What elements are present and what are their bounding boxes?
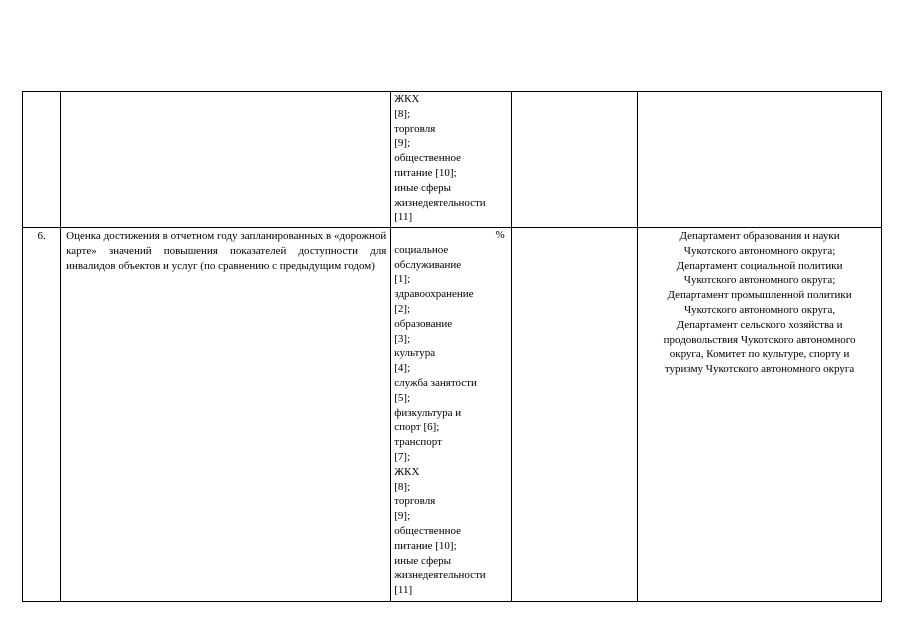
responsible-line: Чукотского автономного округа,: [683, 303, 836, 316]
indicator-line: общественное: [394, 524, 461, 537]
row-number-cell: [23, 92, 61, 228]
indicator-line: иные сферы: [394, 554, 451, 567]
indicator-line: [9];: [394, 137, 411, 150]
responsible-line: Чукотского автономного округа;: [683, 274, 836, 287]
indicator-line: служба занятости: [394, 376, 477, 389]
responsible-line: Департамент промышленной политики: [667, 289, 852, 302]
value-cell: [511, 92, 637, 228]
responsible-line: Департамент социальной политики: [676, 259, 843, 272]
indicator-cell: [391, 228, 511, 602]
indicator-line: торговля: [394, 495, 436, 508]
indicator-cell: [391, 92, 511, 228]
indicator-line: образование: [394, 317, 453, 330]
indicator-line: [7];: [394, 450, 411, 463]
document-table: [22, 91, 882, 602]
indicator-line: [8];: [394, 480, 411, 493]
indicator-line: торговля: [394, 122, 436, 135]
responsible-line: туризму Чукотского автономного округа: [664, 363, 855, 376]
indicator-line: [11]: [394, 211, 413, 224]
indicator-line: физкультура и: [394, 406, 462, 419]
description-cell: [61, 92, 391, 228]
indicator-line: жизнедеятельности: [394, 569, 486, 582]
indicator-line: питание [10];: [394, 166, 457, 179]
indicator-line: [2];: [394, 302, 411, 315]
indicator-line: транспорт: [394, 436, 442, 449]
indicator-line: здравоохранение: [394, 288, 474, 301]
responsible-line: Чукотского автономного округа;: [683, 244, 836, 257]
indicator-line: жизнедеятельности: [394, 196, 486, 209]
indicator-line: культура: [394, 347, 436, 360]
indicator-line: [5];: [394, 391, 411, 404]
indicator-line: [8];: [394, 107, 411, 120]
unit-label: %: [495, 229, 505, 241]
responsible-line: Департамент сельского хозяйства и: [676, 318, 843, 331]
indicator-line: иные сферы: [394, 181, 451, 194]
indicator-line: [9];: [394, 510, 411, 523]
value-cell: [511, 228, 637, 602]
responsible-line: округа, Комитет по культуре, спорту и: [669, 348, 850, 361]
row-number-cell: 6.: [23, 228, 61, 602]
description-cell: Оценка достижения в отчетном году запланированных в «дорожной карте» значений повышения показателей доступности для инвалидов объектов и услуг (по сравнению с предыдущим годом): [61, 228, 391, 602]
table-row: [23, 228, 882, 602]
indicator-line: питание [10];: [394, 539, 457, 552]
indicator-line: [11]: [394, 584, 413, 597]
indicator-line: обслуживание: [394, 258, 462, 271]
responsible-cell: [638, 228, 882, 602]
indicator-line: ЖКХ: [394, 465, 420, 478]
responsible-cell: [638, 92, 882, 228]
indicator-line: [3];: [394, 332, 411, 345]
table-row: [23, 92, 882, 228]
indicator-line: социальное: [394, 243, 449, 256]
indicator-line: общественное: [394, 152, 461, 165]
indicator-line: [4];: [394, 362, 411, 375]
responsible-line: продовольствия Чукотского автономного: [663, 333, 856, 346]
responsible-line: Департамент образования и науки: [679, 230, 840, 242]
indicator-line: [1];: [394, 273, 411, 286]
indicator-line: ЖКХ: [394, 93, 420, 105]
indicator-line: спорт [6];: [394, 421, 440, 434]
